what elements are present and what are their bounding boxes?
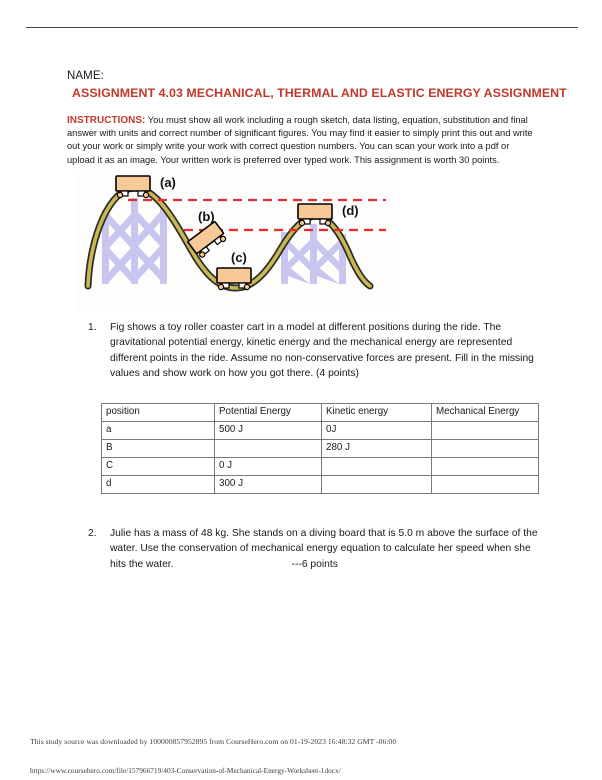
- question-2-number: 2.: [88, 528, 97, 539]
- cell-mechanical-energy[interactable]: [432, 476, 539, 494]
- cell-mechanical-energy[interactable]: [432, 422, 539, 440]
- source-url: https://www.coursehero.com/file/157966719/403-Conservation-of-Mechanical-Energy-Worksheet-1docx/: [30, 766, 341, 775]
- question-2: [88, 526, 540, 572]
- question-2-body: Julie has a mass of 48 kg. She stands on a diving board that is 5.0 m above the surface of the water. Use the conservation of mechanical energy equation to calculate her speed when she hits the water.: [110, 528, 538, 570]
- cell-mechanical-energy[interactable]: [432, 440, 539, 458]
- name-label: NAME:: [67, 70, 104, 82]
- cell-kinetic-energy[interactable]: [322, 458, 432, 476]
- cell-potential-energy[interactable]: [215, 440, 322, 458]
- cell-position: B: [102, 440, 215, 458]
- table-header-mechanical-energy: Mechanical Energy: [432, 404, 539, 422]
- table-header-potential-energy: Potential Energy: [215, 404, 322, 422]
- header-divider-rule: [26, 27, 578, 28]
- question-2-points: ---6 points: [291, 558, 338, 570]
- figure-label-c: (c): [231, 250, 247, 265]
- question-1: [88, 320, 538, 382]
- cell-potential-energy[interactable]: 300 J: [215, 476, 322, 494]
- figure-label-d: (d): [342, 203, 359, 218]
- question-1-text: Fig shows a toy roller coaster cart in a model at different positions during the ride. The gravitational potential energy, kinetic energy and the mechanical energy are represented different points in the ride. Assume no non-conservative forces are present. Fill in the missing values and show work on how you got there. (4 points): [110, 322, 534, 380]
- table-row: [102, 458, 539, 476]
- cell-position: a: [102, 422, 215, 440]
- question-1-number: 1.: [88, 322, 97, 333]
- instructions-paragraph: [67, 114, 538, 167]
- cell-kinetic-energy[interactable]: [322, 476, 432, 494]
- energy-table: [101, 403, 539, 494]
- table-header-position: position: [102, 404, 215, 422]
- figure-label-a: (a): [160, 175, 176, 190]
- download-notice: This study source was downloaded by 100000857952895 from CourseHero.com on 01-19-2023 16:48:32 GMT -06:00: [30, 737, 397, 746]
- table-row: [102, 422, 539, 440]
- table-header-kinetic-energy: Kinetic energy: [322, 404, 432, 422]
- instructions-body: You must show all work including a rough sketch, data listing, equation, substitution and final answer with units and correct number of significant figures. You may find it easier to simply print this out and write out your work or simply write your work with correct question numbers. You can scan your work into a pdf or upload it as an image. Your written work is preferred over typed work. This assignment is worth 30 points.: [67, 115, 533, 165]
- cell-mechanical-energy[interactable]: [432, 458, 539, 476]
- cell-kinetic-energy[interactable]: 280 J: [322, 440, 432, 458]
- cell-potential-energy[interactable]: 0 J: [215, 458, 322, 476]
- cell-position: d: [102, 476, 215, 494]
- page-title: ASSIGNMENT 4.03 MECHANICAL, THERMAL AND ELASTIC ENERGY ASSIGNMENT: [72, 86, 567, 100]
- table-header-row: [102, 404, 539, 422]
- question-2-text: [110, 526, 540, 572]
- instructions-label: INSTRUCTIONS:: [67, 115, 146, 126]
- figure-label-b: (b): [198, 209, 215, 224]
- roller-coaster-figure: [76, 170, 394, 312]
- table-row: [102, 476, 539, 494]
- cell-potential-energy[interactable]: 500 J: [215, 422, 322, 440]
- cell-position: C: [102, 458, 215, 476]
- cell-kinetic-energy[interactable]: 0J: [322, 422, 432, 440]
- table-row: [102, 440, 539, 458]
